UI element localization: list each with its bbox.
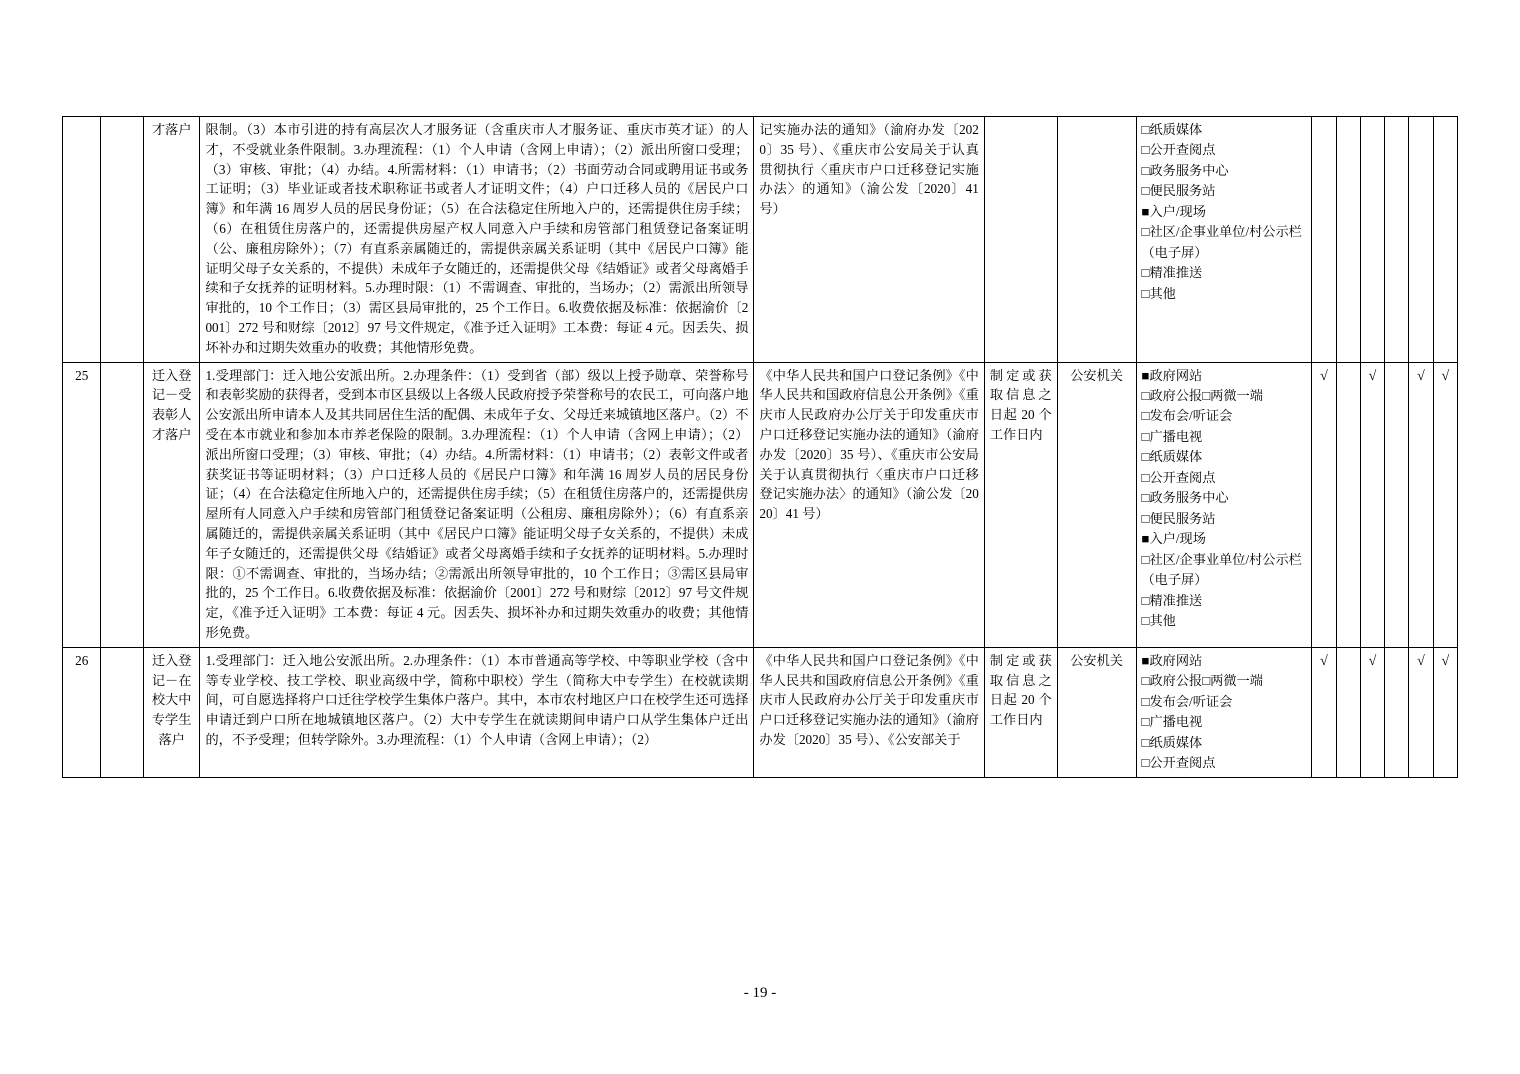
channel-option[interactable]: □广播电视 <box>1141 714 1203 730</box>
row-number <box>63 117 101 363</box>
check-cell-4[interactable] <box>1385 362 1409 647</box>
item-time-text: 制定或获取信息之日起 20 个工作日内 <box>989 367 1052 442</box>
item-basis-cell <box>754 117 984 363</box>
channel-option[interactable]: □发布会/听证会 <box>1141 408 1233 424</box>
check-mark: √ <box>1320 368 1328 384</box>
channel-option-selected[interactable]: ■入户/现场 <box>1141 203 1206 219</box>
check-cell-4[interactable] <box>1385 647 1409 778</box>
item-channel-cell <box>1136 647 1312 778</box>
channel-option-selected[interactable]: ■入户/现场 <box>1141 531 1206 547</box>
item-name-cell <box>143 117 200 363</box>
row-spacer-cell <box>101 362 143 647</box>
channel-option-selected[interactable]: ■政府网站 <box>1141 652 1203 668</box>
item-basis-text: 《中华人民共和国户口登记条例》《中华人民共和国政府信息公开条例》《重庆市人民政府办公厅关于印发重庆市户口迁移登记实施办法的通知》（渝府办发〔2020〕35 号）、《公安部关于 <box>759 652 979 747</box>
item-org-cell: 公安机关 <box>1057 647 1136 778</box>
check-cell-3[interactable] <box>1360 647 1384 778</box>
check-mark: √ <box>1441 653 1450 669</box>
item-time-text: 制定或获取信息之日起 20 个工作日内 <box>989 652 1052 728</box>
item-content-cell <box>200 362 754 647</box>
page-number: - 19 - <box>743 985 777 1001</box>
item-content-cell <box>200 117 754 363</box>
channel-option[interactable]: □纸质媒体 <box>1141 449 1203 465</box>
check-cell-5[interactable] <box>1409 117 1433 363</box>
check-cell-4[interactable] <box>1385 117 1409 363</box>
public-affairs-table <box>62 116 1458 778</box>
item-content-text: 1.受理部门：迁入地公安派出所。2.办理条件：（1）本市普通高等学校、中等职业学校（含中等专业学校、技工学校、职业高级中学，简称中职校）学生（简称大中专学生）在校就读期间，可自愿选择将户口迁往学校学生集体户落户。其中，本市农村地区户口在校学生还可选择申请迁到户口所在地城镇地区落户。（2）大中专学生在就读期间申请户口从学生集体户迁出的，不予受理；但转学除外。3.办理流程：（1）个人申请（含网上申请）；（2） <box>205 652 749 747</box>
check-cell-1[interactable] <box>1312 362 1336 647</box>
channel-option[interactable]: □发布会/听证会 <box>1141 693 1233 709</box>
channel-option[interactable]: □纸质媒体 <box>1141 122 1203 137</box>
channel-option[interactable]: □公开查阅点 <box>1141 142 1216 158</box>
item-time-cell <box>984 647 1057 778</box>
row-spacer-cell <box>101 647 143 778</box>
item-content-text: 1.受理部门：迁入地公安派出所。2.办理条件：（1）受到省（部）级以上授予勋章、荣誉称号和表彰奖励的获得者，受到本市区县级以上各级人民政府授予荣誉称号的农民工，可向落户地公安派出所申请本人及其共同居住生活的配偶、未成年子女、父母迁来城镇地区落户。（2）不受在本市就业和参加本市养老保险的限制。3.办理流程：（1）个人申请（含网上申请）；（2）派出所窗口受理；（3）审核、审批；（4）办结。4.所需材料：（1）申请书；（2）表彰文件或者获奖证书等证明材料；（3）户口迁移人员的《居民户口簿》和年满 16 周岁人员的居民身份证；（4）在合法稳定住所地入户的，还需提供住房手续；（5）在租赁住房落户的，还需提供房屋所有人同意入户手续和房管部门租赁登记备案证明（公租房、廉租房除外）；（6）有直系亲属随迁的，需提供亲属关系证明（其中《居民户口簿》能证明父母子女关系的，不提供）未成年子女随迁的，还需提供父母《结婚证》或者父母离婚手续和子女抚养的证明材料。5.办理时限：①不需调查、审批的，当场办结；②需派出所领导审批的，10 个工作日；③需区县局审批的，25 个工作日。6.收费依据及标准：依据渝价〔2001〕272 号和财综〔2012〕97 号文件规定，《准予迁入证明》工本费：每证 4 元。因丢失、损坏补办和过期失效重办的收费；其他情形免费。 <box>205 367 749 640</box>
channel-option[interactable]: □便民服务站 <box>1141 510 1216 526</box>
check-mark: √ <box>1417 653 1425 669</box>
channel-option-list <box>1142 651 1307 774</box>
item-content-text: 限制。（3）本市引进的持有高层次人才服务证（含重庆市人才服务证、重庆市英才证）的人才，不受就业条件限制。3.办理流程：（1）个人申请（含网上申请）；（2）派出所窗口受理；（3）审核、审批；（4）办结。4.所需材料：（1）申请书；（2）书面劳动合同或聘用证书或务工证明；（3）毕业证或者技术职称证书或者人才证明文件；（4）户口迁移人员的《居民户口簿》和年满 16 周岁人员的居民身份证；（5）在合法稳定住所地入户的，还需提供住房手续；（6）在租赁住房落户的，还需提供房屋产权人同意入户手续和房管部门租赁登记备案证明（公、廉租房除外）；（7）有直系亲属随迁的，需提供亲属关系证明（其中《居民户口簿》能证明父母子女关系的，不提供）未成年子女随迁的，还需提供父母《结婚证》或者父母离婚手续和子女抚养的证明材料。5.办理时限：（1）不需调查、审批的，当场办；（2）需派出所领导审批的，10 个工作日；（3）需区县局审批的，25 个工作日。6.收费依据及标准：依据渝价〔2001〕272 号和财综〔2012〕97 号文件规定，《准予迁入证明》工本费：每证 4 元。因丢失、损坏补办和过期失效重办的收费；其他情形免费。 <box>205 122 749 355</box>
check-cell-5[interactable] <box>1409 647 1433 778</box>
channel-option[interactable]: □广播电视 <box>1141 428 1203 444</box>
item-channel-cell <box>1136 362 1312 647</box>
channel-option-list <box>1142 120 1307 304</box>
item-channel-cell <box>1136 117 1312 363</box>
item-basis-cell <box>754 362 984 647</box>
item-name-text: 迁入登记－受表彰人才落户 <box>151 367 192 442</box>
channel-option-selected[interactable]: ■政府网站 <box>1141 367 1203 383</box>
channel-option[interactable]: □公开查阅点 <box>1141 469 1216 485</box>
item-basis-text: 《中华人民共和国户口登记条例》《中华人民共和国政府信息公开条例》《重庆市人民政府办公厅关于印发重庆市户口迁移登记实施办法的通知》（渝府办发〔2020〕35 号）、《重庆市公安局关于认真贯彻执行〈重庆市户口迁移登记实施办法〉的通知》（渝公发〔2020〕41 号） <box>759 367 979 522</box>
check-cell-3[interactable] <box>1360 117 1384 363</box>
check-cell-6[interactable] <box>1433 362 1457 647</box>
item-content-cell <box>200 647 754 778</box>
check-cell-3[interactable] <box>1360 362 1384 647</box>
channel-option-list <box>1142 366 1307 632</box>
item-name-text: 迁入登记－在校大中专学生落户 <box>151 652 192 747</box>
check-mark: √ <box>1417 368 1425 384</box>
check-mark: √ <box>1368 368 1377 384</box>
table-row <box>63 362 1458 647</box>
row-spacer-cell <box>101 117 143 363</box>
table-row <box>63 117 1458 363</box>
item-org-cell: 公安机关 <box>1057 362 1136 647</box>
check-cell-2[interactable] <box>1336 117 1360 363</box>
channel-option[interactable]: □政府公报□两微一端 <box>1141 388 1263 404</box>
check-cell-6[interactable] <box>1433 117 1457 363</box>
item-basis-text: 记实施办法的通知》（渝府办发〔2020〕35 号）、《重庆市公安局关于认真贯彻执行〈重庆市户口迁移登记实施办法〉的通知》（渝公发〔2020〕41 号） <box>759 122 979 217</box>
check-cell-2[interactable] <box>1336 647 1360 778</box>
item-name-cell <box>143 362 200 647</box>
channel-option[interactable]: □便民服务站 <box>1141 183 1216 199</box>
check-mark: √ <box>1368 653 1377 669</box>
row-number: 26 <box>63 647 101 778</box>
item-name-cell <box>143 647 200 778</box>
item-org-cell <box>1057 117 1136 363</box>
item-time-cell <box>984 362 1057 647</box>
channel-option[interactable]: □政务服务中心 <box>1141 490 1229 506</box>
channel-option[interactable]: □社区/企事业单位/村公示栏（电子屏） <box>1141 224 1302 260</box>
channel-option[interactable]: □政务服务中心 <box>1141 162 1229 178</box>
item-name-text: 才落户 <box>151 122 192 137</box>
channel-option[interactable]: □纸质媒体 <box>1141 734 1203 750</box>
channel-option[interactable]: □精准推送 <box>1141 592 1203 608</box>
channel-option[interactable]: □其他 <box>1141 285 1176 301</box>
check-mark: √ <box>1320 653 1328 669</box>
row-number: 25 <box>63 362 101 647</box>
channel-option[interactable]: □政府公报□两微一端 <box>1141 673 1263 689</box>
check-mark: √ <box>1441 368 1450 384</box>
channel-option[interactable]: □公开查阅点 <box>1141 754 1216 770</box>
channel-option[interactable]: □其他 <box>1141 613 1176 628</box>
check-cell-5[interactable] <box>1409 362 1433 647</box>
check-cell-1[interactable] <box>1312 647 1336 778</box>
check-cell-6[interactable] <box>1433 647 1457 778</box>
channel-option[interactable]: □社区/企事业单位/村公示栏（电子屏） <box>1141 551 1302 588</box>
check-cell-2[interactable] <box>1336 362 1360 647</box>
item-basis-cell <box>754 647 984 778</box>
check-cell-1[interactable] <box>1312 117 1336 363</box>
item-time-cell <box>984 117 1057 363</box>
table-row <box>63 647 1458 778</box>
channel-option[interactable]: □精准推送 <box>1141 265 1203 281</box>
